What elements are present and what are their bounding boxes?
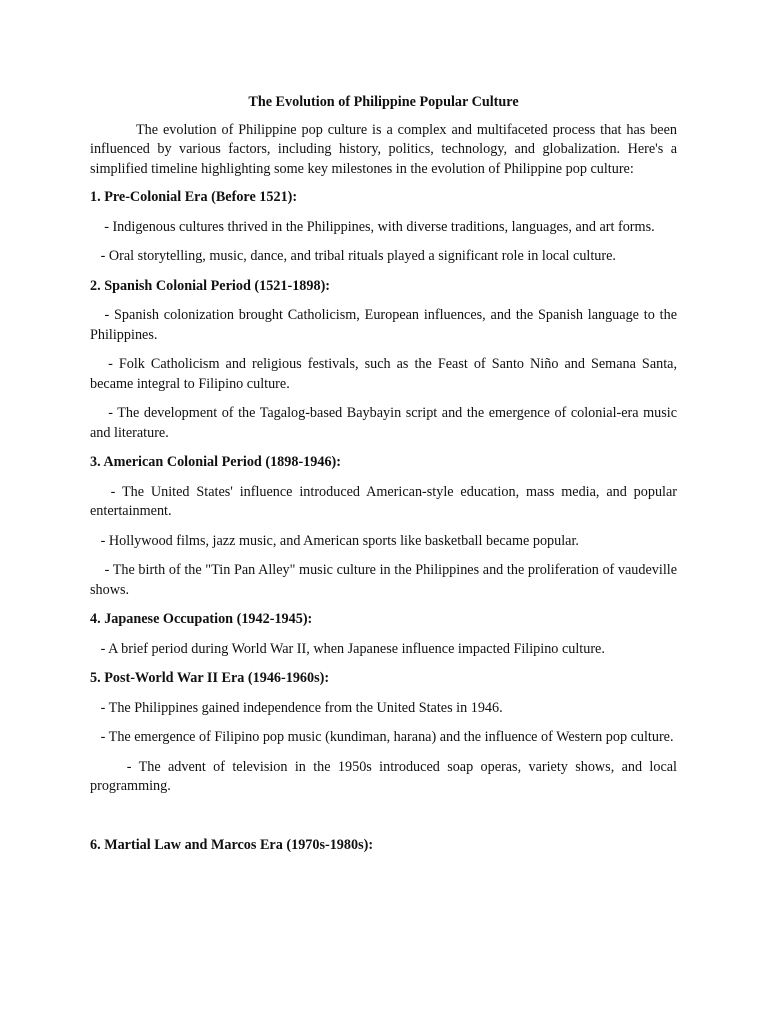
list-item: - The birth of the "Tin Pan Alley" music culture in the Philippines and the proliferation of vaudeville shows. <box>90 562 681 598</box>
section-heading: 5. Post-World War II Era (1946-1960s): <box>90 670 330 686</box>
list-item: - The United States' influence introduced American-style education, mass media, and popular entertainment. <box>90 483 681 519</box>
list-item: - A brief period during World War II, when Japanese influence impacted Filipino culture. <box>90 640 605 657</box>
list-item: - The advent of television in the 1950s introduced soap operas, variety shows, and local programming. <box>90 758 681 794</box>
list-item: - The Philippines gained independence from the United States in 1946. <box>90 699 503 716</box>
section-heading: 3. American Colonial Period (1898-1946): <box>90 454 342 470</box>
document-page <box>90 93 681 865</box>
intro-paragraph: The evolution of Philippine pop culture is a complex and multifaceted process that has been influenced by various factors, including history, politics, technology, and globalization. Here's a simplified timeline highlighting some key milestones in the evolution of Philippine pop culture: <box>90 121 677 177</box>
list-item: - Indigenous cultures thrived in the Philippines, with diverse traditions, languages, and art forms. <box>90 218 655 235</box>
section-heading: 4. Japanese Occupation (1942-1945): <box>90 611 313 627</box>
list-item: - The development of the Tagalog-based Baybayin script and the emergence of colonial-era music and literature. <box>90 405 681 441</box>
section-spanish-colonial <box>90 277 681 444</box>
section-pre-colonial <box>90 188 677 267</box>
section-martial-law <box>90 836 677 856</box>
list-item: - Oral storytelling, music, dance, and tribal rituals played a significant role in local culture. <box>90 248 616 264</box>
section-heading: 1. Pre-Colonial Era (Before 1521): <box>90 189 298 205</box>
section-japanese-occupation <box>90 610 677 659</box>
list-item: - The emergence of Filipino pop music (kundiman, harana) and the influence of Western pop culture. <box>90 729 674 745</box>
list-item: - Folk Catholicism and religious festivals, such as the Feast of Santo Niño and Semana Santa, became integral to Filipino culture. <box>90 356 681 392</box>
spacer <box>90 807 677 836</box>
section-heading: 6. Martial Law and Marcos Era (1970s-1980s): <box>90 836 374 853</box>
list-item: - Hollywood films, jazz music, and American sports like basketball became popular. <box>90 532 579 549</box>
list-item: - Spanish colonization brought Catholicism, European influences, and the Spanish language to the Philippines. <box>90 307 681 343</box>
section-american-colonial <box>90 453 681 600</box>
section-heading: 2. Spanish Colonial Period (1521-1898): <box>90 277 331 294</box>
section-post-war <box>90 669 681 797</box>
document-title: The Evolution of Philippine Popular Culture <box>248 94 519 110</box>
